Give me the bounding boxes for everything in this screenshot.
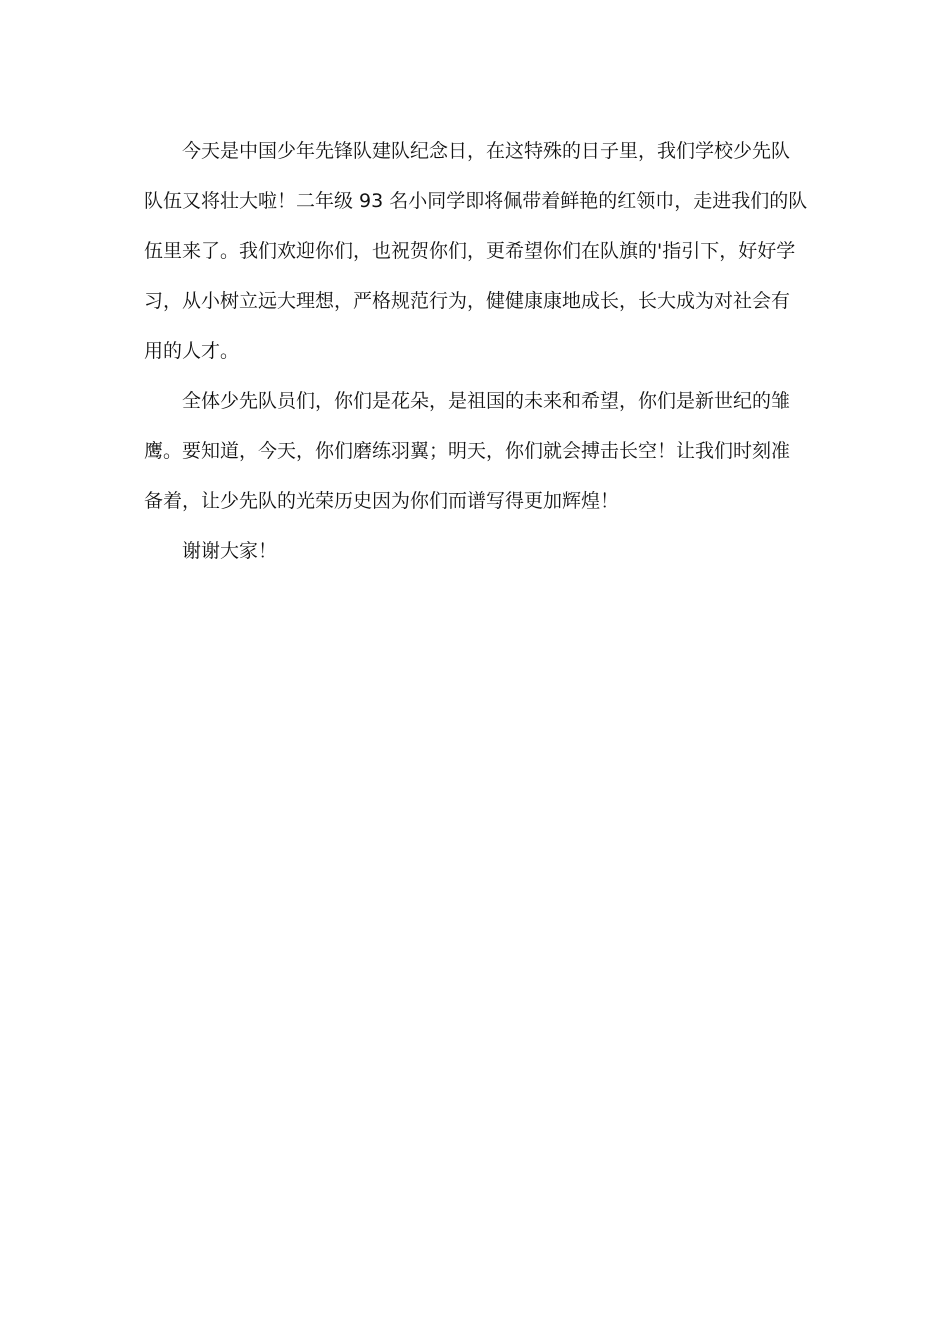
paragraph-2-line-1: 全体少先队员们，你们是花朵，是祖国的未来和希望，你们是新世纪的雏	[182, 390, 791, 412]
paragraph-1-line-2: 队伍又将壮大啦！二年级 93 名小同学即将佩带着鲜艳的红领巾，走进我们的队	[144, 190, 808, 212]
paragraph-3	[144, 526, 810, 576]
document-body	[144, 126, 810, 576]
paragraph-1-line-1: 今天是中国少年先锋队建队纪念日，在这特殊的日子里，我们学校少先队	[182, 140, 791, 162]
paragraph-2-line-3: 备着，让少先队的光荣历史因为你们而谱写得更加辉煌！	[144, 490, 620, 512]
paragraph-3-line-1: 谢谢大家！	[182, 540, 278, 562]
paragraph-1	[144, 126, 810, 376]
paragraph-2	[144, 376, 810, 526]
paragraph-1-line-4: 习，从小树立远大理想，严格规范行为，健健康康地成长，长大成为对社会有	[144, 290, 791, 312]
paragraph-2-line-2: 鹰。要知道，今天，你们磨练羽翼；明天，你们就会搏击长空！让我们时刻准	[144, 440, 791, 462]
paragraph-1-line-5: 用的人才。	[144, 340, 240, 362]
paragraph-1-line-3: 伍里来了。我们欢迎你们，也祝贺你们，更希望你们在队旗的'指引下，好好学	[144, 240, 796, 262]
